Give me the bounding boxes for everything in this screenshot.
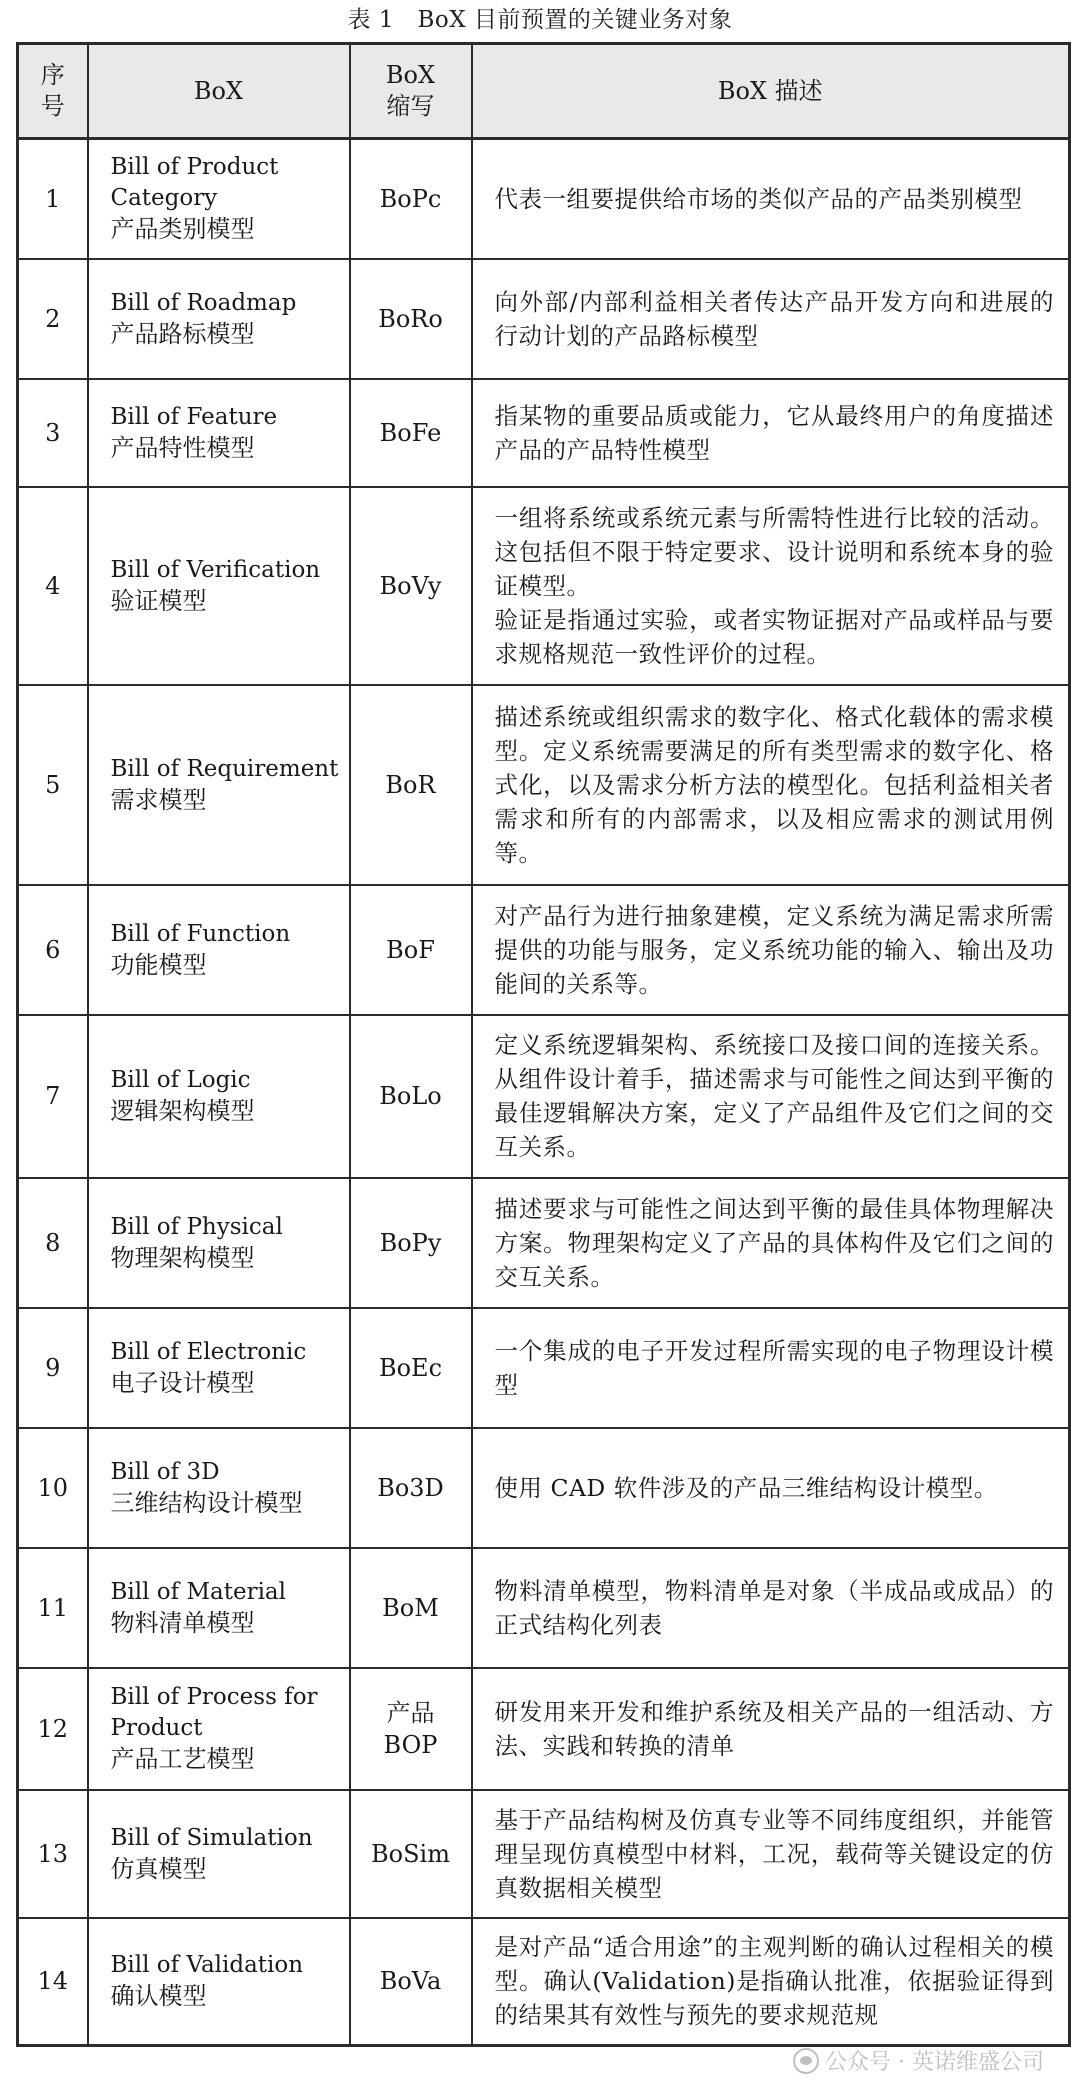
table-row [18, 487, 1070, 685]
header-abbr [350, 44, 472, 139]
box-name [88, 685, 350, 885]
box-name-zh: 功能模型 [110, 950, 207, 979]
box-name [88, 1668, 350, 1790]
table-header-row [18, 44, 1070, 139]
box-name [88, 259, 350, 379]
box-name [88, 1308, 350, 1428]
row-number: 7 [18, 1015, 88, 1178]
header-abbr-line-1: BoX [385, 61, 436, 89]
box-desc: 物料清单模型，物料清单是对象（半成品或成品）的正式结构化列表 [472, 1548, 1070, 1668]
box-desc [472, 487, 1070, 685]
box-name-zh: 确认模型 [110, 1982, 207, 2011]
header-box: BoX [88, 44, 350, 139]
box-name [88, 1178, 350, 1308]
box-name-zh: 产品工艺模型 [110, 1745, 255, 1773]
header-no-line-2: 号 [40, 92, 65, 120]
box-desc: 指某物的重要品质或能力，它从最终用户的角度描述产品的产品特性模型 [472, 379, 1070, 487]
box-abbr: BoPc [350, 139, 472, 259]
box-name-en: Bill of Product Category [110, 154, 279, 212]
box-abbr: BoVy [350, 487, 472, 685]
row-number: 13 [18, 1790, 88, 1918]
table-caption: 表 1 BoX 目前预置的关键业务对象 [347, 7, 733, 33]
box-abbr: BoPy [350, 1178, 472, 1308]
box-name-zh: 产品类别模型 [110, 215, 255, 244]
box-desc: 基于产品结构树及仿真专业等不同纬度组织，并能管理呈现仿真模型中材料，工况，载荷等关键设定的仿真数据相关模型 [472, 1790, 1070, 1918]
box-name-en: Bill of Material [110, 1578, 286, 1605]
table-row [18, 139, 1070, 259]
table-row [18, 1428, 1070, 1548]
box-name-en: Bill of 3D [110, 1458, 220, 1485]
box-abbr: BoSim [350, 1790, 472, 1918]
table-row [18, 685, 1070, 885]
table-row [18, 1178, 1070, 1308]
box-name-en: Bill of Process for Product [110, 1684, 318, 1741]
box-abbr: BoVa [350, 1918, 472, 2046]
box-name [88, 379, 350, 487]
box-name [88, 139, 350, 259]
box-name-en: Bill of Physical [110, 1213, 283, 1240]
box-desc: 定义系统逻辑架构、系统接口及接口间的连接关系。从组件设计着手，描述需求与可能性之间达到平衡的最佳逻辑解决方案，定义了产品组件及它们之间的交互关系。 [472, 1015, 1070, 1178]
box-abbr: BoM [350, 1548, 472, 1668]
row-number: 8 [18, 1178, 88, 1308]
box-name-en: Bill of Feature [110, 403, 278, 430]
box-name-en: Bill of Roadmap [110, 289, 297, 316]
header-no [18, 44, 88, 139]
box-abbr: Bo3D [350, 1428, 472, 1548]
box-desc: 一个集成的电子开发过程所需实现的电子物理设计模型 [472, 1308, 1070, 1428]
box-desc: 描述系统或组织需求的数字化、格式化载体的需求模型。定义系统需要满足的所有类型需求的数字化、格式化，以及需求分析方法的模型化。包括利益相关者需求和所有的内部需求，以及相应需求的测试用例等。 [472, 685, 1070, 885]
box-abbr-line-1: 产品 [386, 1698, 435, 1727]
box-abbr: BoFe [350, 379, 472, 487]
box-name-zh: 验证模型 [110, 586, 207, 615]
box-desc-part-2: 验证是指通过实验，或者实物证据对产品或样品与要求规格规范一致性评价的过程。 [494, 605, 1054, 668]
box-name-zh: 物料清单模型 [110, 1608, 255, 1637]
box-name-zh: 需求模型 [110, 785, 207, 814]
box-name [88, 487, 350, 685]
box-name-zh: 产品特性模型 [110, 433, 255, 462]
box-name-en: Bill of Logic [110, 1067, 251, 1093]
box-name [88, 1428, 350, 1548]
box-name-zh: 逻辑架构模型 [110, 1097, 255, 1125]
box-name-en: Bill of Validation [110, 1952, 304, 1979]
box-abbr: BoLo [350, 1015, 472, 1178]
row-number: 2 [18, 259, 88, 379]
box-abbr: BoF [350, 885, 472, 1015]
table-row [18, 1015, 1070, 1178]
row-number: 10 [18, 1428, 88, 1548]
box-desc: 研发用来开发和维护系统及相关产品的一组活动、方法、实践和转换的清单 [472, 1668, 1070, 1790]
row-number: 1 [18, 139, 88, 259]
row-number: 5 [18, 685, 88, 885]
row-number: 14 [18, 1918, 88, 2046]
row-number: 9 [18, 1308, 88, 1428]
header-desc: BoX 描述 [472, 44, 1070, 139]
box-name-zh: 物理架构模型 [110, 1243, 255, 1272]
row-number: 4 [18, 487, 88, 685]
box-abbr [350, 1668, 472, 1790]
box-desc: 使用 CAD 软件涉及的产品三维结构设计模型。 [472, 1428, 1070, 1548]
table-row [18, 1548, 1070, 1668]
box-name [88, 1548, 350, 1668]
row-number: 3 [18, 379, 88, 487]
row-number: 11 [18, 1548, 88, 1668]
box-name-zh: 产品路标模型 [110, 319, 255, 348]
watermark [793, 2045, 1044, 2076]
box-table [16, 42, 1071, 2047]
box-name-zh: 三维结构设计模型 [110, 1488, 303, 1517]
table-row [18, 1790, 1070, 1918]
header-abbr-line-2: 缩写 [386, 92, 435, 120]
box-name [88, 1015, 350, 1178]
box-name-zh: 电子设计模型 [110, 1368, 255, 1397]
table-row [18, 259, 1070, 379]
box-abbr: BoEc [350, 1308, 472, 1428]
wechat-icon [793, 2048, 819, 2074]
box-name-en: Bill of Simulation [110, 1824, 313, 1851]
table-row [18, 1668, 1070, 1790]
row-number: 12 [18, 1668, 88, 1790]
box-desc: 代表一组要提供给市场的类似产品的产品类别模型 [472, 139, 1070, 259]
box-name [88, 885, 350, 1015]
row-number: 6 [18, 885, 88, 1015]
watermark-text: 公众号 · 英诺维盛公司 [825, 2050, 1044, 2075]
box-name [88, 1790, 350, 1918]
box-abbr-line-2: BOP [383, 1730, 438, 1759]
box-desc-part-1: 一组将系统或系统元素与所需特性进行比较的活动。这包括但不限于特定要求、设计说明和系统本身的验证模型。 [494, 503, 1054, 600]
box-desc: 是对产品“适合用途”的主观判断的确认过程相关的模型。确认(Validation)是指确认批准，依据验证得到的结果其有效性与预先的要求规范规 [472, 1918, 1070, 2046]
box-name-en: Bill of Verification [110, 556, 321, 583]
table-row [18, 1918, 1070, 2046]
box-name-zh: 仿真模型 [110, 1854, 207, 1883]
box-name [88, 1918, 350, 2046]
box-desc: 描述要求与可能性之间达到平衡的最佳具体物理解决方案。物理架构定义了产品的具体构件及它们之间的交互关系。 [472, 1178, 1070, 1308]
header-no-line-1: 序 [40, 61, 65, 89]
table-row [18, 1308, 1070, 1428]
box-desc: 向外部/内部利益相关者传达产品开发方向和进展的行动计划的产品路标模型 [472, 259, 1070, 379]
box-abbr: BoR [350, 685, 472, 885]
box-name-en: Bill of Electronic [110, 1338, 307, 1365]
box-desc: 对产品行为进行抽象建模，定义系统为满足需求所需提供的功能与服务，定义系统功能的输入、输出及功能间的关系等。 [472, 885, 1070, 1015]
table-row [18, 885, 1070, 1015]
box-name-en: Bill of Requirement [110, 755, 339, 782]
box-name-en: Bill of Function [110, 920, 291, 947]
table-row [18, 379, 1070, 487]
box-abbr: BoRo [350, 259, 472, 379]
